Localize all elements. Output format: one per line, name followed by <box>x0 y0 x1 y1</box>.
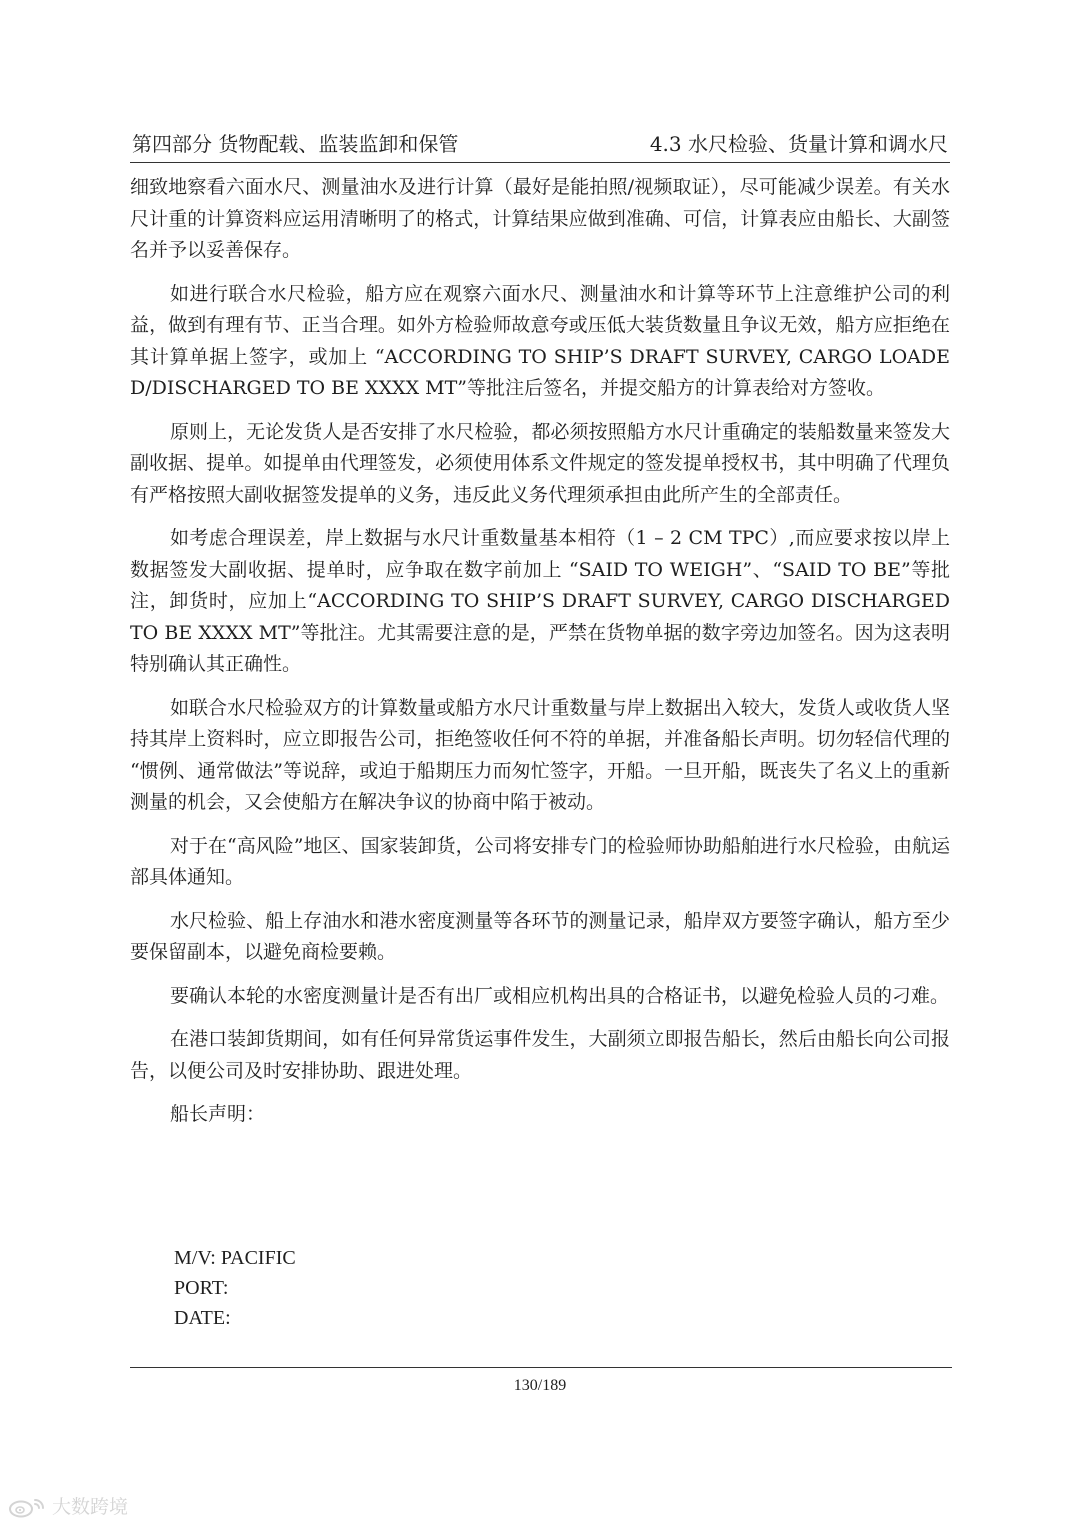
port-field: PORT: <box>174 1277 229 1299</box>
paragraph-principle: 原则上，无论发货人是否安排了水尺检验，都必须按照船方水尺计重确定的装船数量来签发大副收据、提单。如提单由代理签发，必须使用体系文件规定的签发提单授权书，其中明确了代理负有严格按照大副收据签发提单的义务，违反此义务代理须承担由此所产生的全部责任。 <box>130 420 950 506</box>
paragraph-joint-survey: 如进行联合水尺检验，船方应在观察六面水尺、测量油水和计算等环节上注意维护公司的利益，做到有理有节、正当合理。如外方检验师故意夸或压低大装货数量且争议无效，船方应拒绝在其计算单据上签字，或加上 “ACCORDING TO SHIP’S DRAFT SURVEY, CARGO LOADED/DISCHARGED TO BE XXXX MT”等批注后签名，并提交船方的计算表给对方签收。 <box>130 282 950 399</box>
paragraph-discrepancy: 如联合水尺检验双方的计算数量或船方水尺计重数量与岸上数据出入较大，发货人或收货人坚持其岸上资料时，应立即报告公司，拒绝签收任何不符的单据，并准备船长声明。切勿轻信代理的 “惯例、通常做法”等说辞，或迫于船期压力而匆忙签字，开船。一旦开船，既丧失了名义上的重新测量的机会，又会使船方在解决争议的协商中陷于被动。 <box>130 696 950 813</box>
weibo-logo-icon <box>8 1496 48 1518</box>
footer-divider <box>130 1367 952 1368</box>
paragraph-records: 水尺检验、船上存油水和港水密度测量等各环节的测量记录，船岸双方要签字确认，船方至少要保留副本，以避免商检要赖。 <box>130 909 950 963</box>
paragraph-abnormal-events: 在港口装卸货期间，如有任何异常货运事件发生，大副须立即报告船长，然后由船长向公司报告，以便公司及时安排协助、跟进处理。 <box>130 1028 950 1082</box>
paragraph-tolerance: 如考虑合理误差，岸上数据与水尺计重数量基本相符（1 – 2 CM TPC）,而应要求按以岸上数据签发大副收据、提单时，应争取在数字前加上 “SAID TO WEIGH”、“SAID TO BE”等批注，卸货时，应加上“ACCORDING TO SHIP’S DRAFT SURVEY, CARGO DISCHARGED TO BE XXXX MT”等批注。尤其需要注意的是，严禁在货物单据的数字旁边加签名。因为这表明特别确认其正确性。 <box>130 527 950 675</box>
page-header <box>130 128 950 163</box>
vessel-name: M/V: PACIFIC <box>174 1247 296 1269</box>
watermark <box>8 1494 128 1520</box>
section-title: 第四部分 货物配载、监装监卸和保管 <box>132 132 459 156</box>
page-number: 130/189 <box>513 1377 567 1394</box>
paragraph-high-risk: 对于在“高风险”地区、国家装卸货，公司将安排专门的检验师协助船舶进行水尺检验，由航运部具体通知。 <box>130 834 950 888</box>
paragraph-hydrometer: 要确认本轮的水密度测量计是否有出厂或相应机构出具的合格证书，以避免检验人员的刁难。 <box>170 984 950 1007</box>
document-body <box>130 172 950 1131</box>
date-field: DATE: <box>174 1307 231 1329</box>
master-declaration-fields <box>174 1243 574 1333</box>
master-declaration-heading: 船长声明： <box>170 1103 266 1125</box>
subsection-title: 4.3 水尺检验、货量计算和调水尺 <box>649 132 948 156</box>
paragraph-continuation: 细致地察看六面水尺、测量油水及进行计算（最好是能拍照/视频取证），尽可能减少误差。有关水尺计重的计算资料应运用清晰明了的格式，计算结果应做到准确、可信，计算表应由船长、大副签名并予以妥善保存。 <box>130 176 950 261</box>
watermark-text: 大数跨境 <box>52 1496 129 1518</box>
